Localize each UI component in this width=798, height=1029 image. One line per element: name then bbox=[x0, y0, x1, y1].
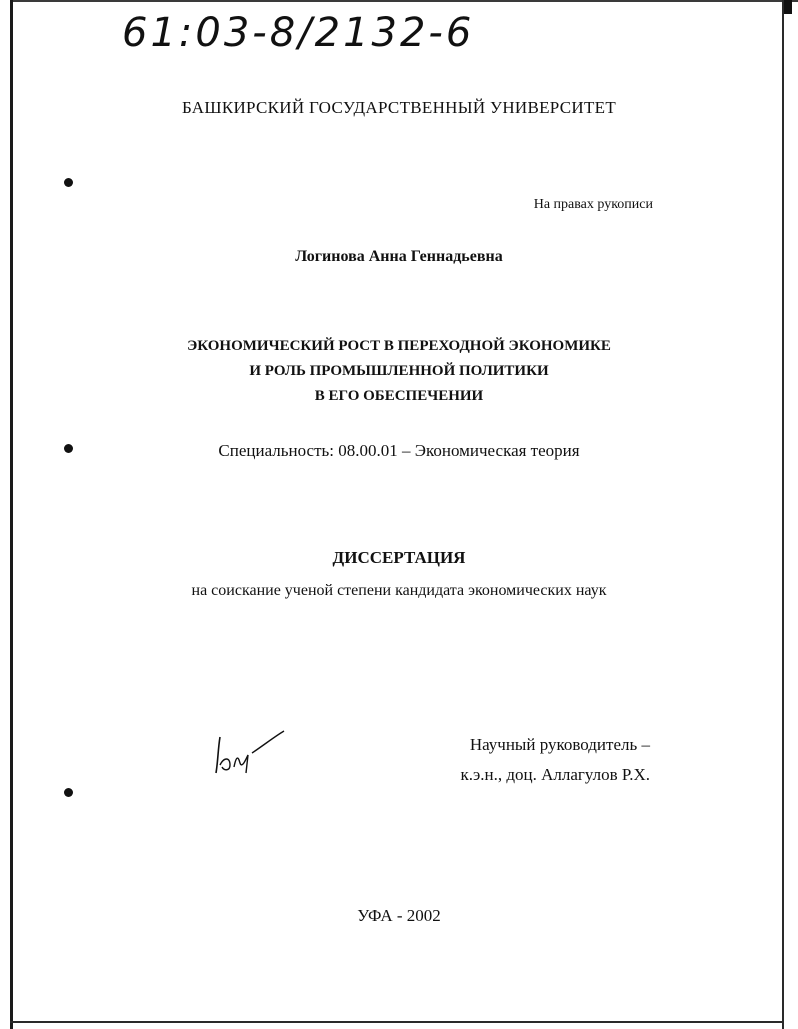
signature bbox=[208, 727, 288, 779]
punch-hole-top bbox=[64, 178, 73, 187]
title-line-3: В ЕГО ОБЕСПЕЧЕНИИ bbox=[314, 388, 484, 404]
manuscript-rights: На правах рукописи bbox=[533, 197, 653, 212]
degree-description: на соискание ученой степени кандидата экономических наук bbox=[191, 582, 607, 599]
archive-code-text: 61:03-8/2132-6 bbox=[122, 10, 475, 56]
title-line-1: ЭКОНОМИЧЕСКИЙ РОСТ В ПЕРЕХОДНОЙ ЭКОНОМИКЕ bbox=[187, 338, 611, 354]
supervisor-role: Научный руководитель – bbox=[469, 735, 650, 754]
punch-hole-bottom bbox=[64, 788, 73, 797]
scan-border-bottom bbox=[10, 1021, 784, 1023]
document-type: ДИССЕРТАЦИЯ bbox=[332, 548, 466, 567]
city-year: УФА - 2002 bbox=[357, 906, 441, 925]
supervisor-block bbox=[460, 730, 650, 790]
scan-border-right bbox=[782, 0, 784, 1029]
dissertation-title bbox=[0, 334, 798, 409]
supervisor-name: к.э.н., доц. Аллагулов Р.Х. bbox=[460, 765, 650, 784]
handwritten-archive-code bbox=[118, 0, 478, 62]
corner-mark bbox=[784, 0, 792, 14]
author-name: Логинова Анна Геннадьевна bbox=[295, 248, 503, 265]
title-line-2: И РОЛЬ ПРОМЫШЛЕННОЙ ПОЛИТИКИ bbox=[249, 363, 549, 379]
scan-border-left bbox=[10, 0, 13, 1029]
university-name: БАШКИРСКИЙ ГОСУДАРСТВЕННЫЙ УНИВЕРСИТЕТ bbox=[181, 98, 617, 117]
specialty: Специальность: 08.00.01 – Экономическая теория bbox=[218, 441, 580, 460]
